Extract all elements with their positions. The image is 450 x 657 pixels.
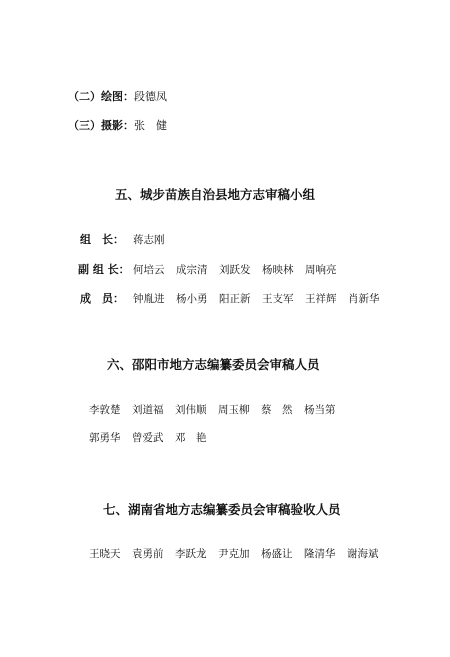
- section7-name: 李跃龙: [175, 548, 207, 560]
- section6-name: 邓 艳: [175, 432, 207, 444]
- section5-deputy-name: 周响亮: [305, 264, 337, 276]
- section5-deputy-label: 副 组 长：: [78, 263, 130, 276]
- section7-name: 袁勇前: [132, 548, 164, 560]
- section6-name: 曾爱武: [132, 432, 164, 444]
- section5-member-name: 阳正新: [219, 293, 251, 305]
- section6-heading: 六、邵阳市地方志编纂委员会审稿人员: [107, 357, 320, 372]
- section6-name: 刘道福: [132, 404, 164, 416]
- section6-name: 刘伟顺: [175, 404, 207, 416]
- credit-drawing: [68, 90, 167, 104]
- section5-member-name: 肖新华: [348, 293, 380, 305]
- section5-members-label: 成 员：: [80, 292, 124, 305]
- section5-member-name: 王支军: [262, 293, 294, 305]
- section5-deputy-name: 何培云: [133, 264, 165, 276]
- section5-member-name: 钟胤进: [133, 293, 165, 305]
- section7-name: 王晓天: [89, 548, 121, 560]
- section5-deputy-name: 刘跃发: [219, 264, 251, 276]
- section6-name: 李敦楚: [89, 404, 121, 416]
- section7-name: 谢海斌: [347, 548, 379, 560]
- credit-photo-label: （三）摄影：: [68, 119, 134, 132]
- section5-deputy-name: 成宗清: [176, 264, 208, 276]
- section5-deputy-name: 杨映林: [262, 264, 294, 276]
- section7-name: 杨盛让: [261, 548, 293, 560]
- section5-leader-name: 蒋志刚: [133, 234, 165, 246]
- credit-photo: [68, 119, 167, 133]
- section5-leader-label: 组 长：: [80, 233, 124, 246]
- section6-name: 杨当第: [304, 404, 336, 416]
- section6-name: 郭勇华: [89, 432, 121, 444]
- section7-name: 隆清华: [304, 548, 336, 560]
- section6-name: 周玉柳: [218, 404, 250, 416]
- credit-drawing-name: 段德凤: [134, 90, 167, 103]
- section5-member-name: 杨小勇: [176, 293, 208, 305]
- section6-name: 蔡 然: [261, 404, 293, 416]
- section5-heading: 五、城步苗族自治县地方志审稿小组: [115, 187, 316, 202]
- section5-member-name: 王祥辉: [305, 293, 337, 305]
- credit-drawing-label: （二）绘图：: [68, 90, 134, 103]
- credit-photo-name: 张 健: [134, 119, 167, 132]
- section7-name: 尹克加: [218, 548, 250, 560]
- section7-heading: 七、湖南省地方志编纂委员会审稿验收人员: [103, 502, 341, 517]
